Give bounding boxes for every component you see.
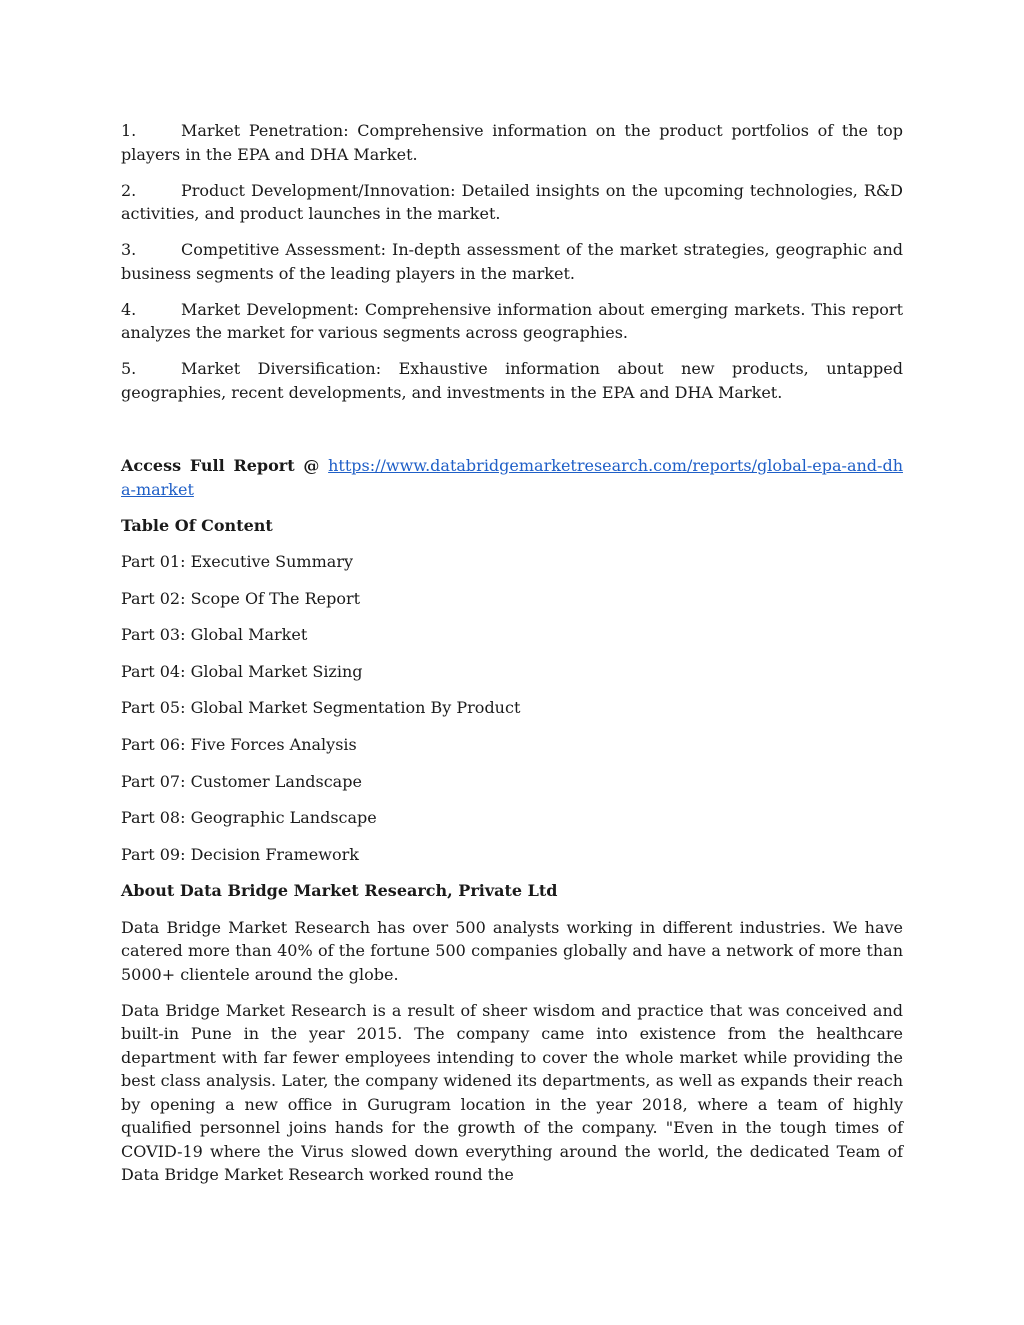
about-paragraph: Data Bridge Market Research is a result of sheer wisdom and practice that was conceived and built-in Pune in the year 2015. The company came into existence from the healthcare department with far fewer employees intending to cover the whole market while providing the best class analysis. Later, the company widened its departments, as well as expands their reach by opening a new office in Gurugram location in the year 2018, where a team of highly qualified personnel joins hands for the growth of the company. "Even in the tough times of COVID-19 where the Virus slowed down everything around the world, the dedicated Team of Data Bridge Market Research worked round the	[121, 1000, 903, 1185]
toc-item: Part 01: Executive Summary	[121, 552, 353, 571]
list-item-text: Product Development/Innovation: Detailed insights on the upcoming technologies, R&D activities, and product launches in the market.	[121, 180, 903, 223]
toc-item: Part 05: Global Market Segmentation By Product	[121, 698, 521, 718]
toc-item: Part 03: Global Market	[121, 625, 308, 645]
list-item-number: 5.	[121, 359, 137, 378]
list-item	[121, 179, 903, 226]
about-paragraph: Data Bridge Market Research has over 500 analysts working in different industries. We have catered more than 40% of the fortune 500 companies globally and have a network of more than 5000+ clientele around the globe.	[121, 917, 903, 984]
access-report-label: Access Full Report @	[121, 456, 329, 475]
list-item-text: Market Development: Comprehensive information about emerging markets. This report analyzes the market for various segments across geographies.	[121, 299, 903, 342]
list-item-text: Competitive Assessment: In-depth assessment of the market strategies, geographic and business segments of the leading players in the market.	[121, 240, 903, 283]
list-item-number: 4.	[121, 299, 137, 319]
list-item	[121, 119, 903, 166]
benefits-list	[121, 119, 903, 404]
list-item	[121, 357, 903, 404]
toc-item: Part 02: Scope Of The Report	[121, 588, 361, 608]
access-report-line	[121, 454, 903, 501]
list-item-number: 3.	[121, 240, 137, 259]
list-item	[121, 298, 903, 345]
list-item-text: Market Penetration: Comprehensive information on the product portfolios of the top players in the EPA and DHA Market.	[121, 121, 903, 164]
list-item	[121, 238, 903, 285]
toc-item: Part 08: Geographic Landscape	[121, 808, 377, 828]
about-heading: About Data Bridge Market Research, Private Ltd	[121, 881, 558, 901]
toc-item: Part 06: Five Forces Analysis	[121, 734, 357, 754]
toc-item: Part 09: Decision Framework	[121, 844, 359, 864]
report-link[interactable]: https://www.databridgemarketresearch.com/reports/global-epa-and-dha-market	[121, 456, 903, 499]
list-item-number: 1.	[121, 121, 137, 140]
toc-heading: Table Of Content	[121, 515, 273, 535]
list-item-number: 2.	[121, 180, 137, 200]
document-page	[121, 119, 903, 1199]
list-item-text: Market Diversification: Exhaustive information about new products, untapped geographies, recent developments, and investments in the EPA and DHA Market.	[121, 359, 903, 402]
toc-list	[121, 550, 903, 866]
toc-item: Part 04: Global Market Sizing	[121, 661, 363, 681]
toc-item: Part 07: Customer Landscape	[121, 771, 362, 791]
